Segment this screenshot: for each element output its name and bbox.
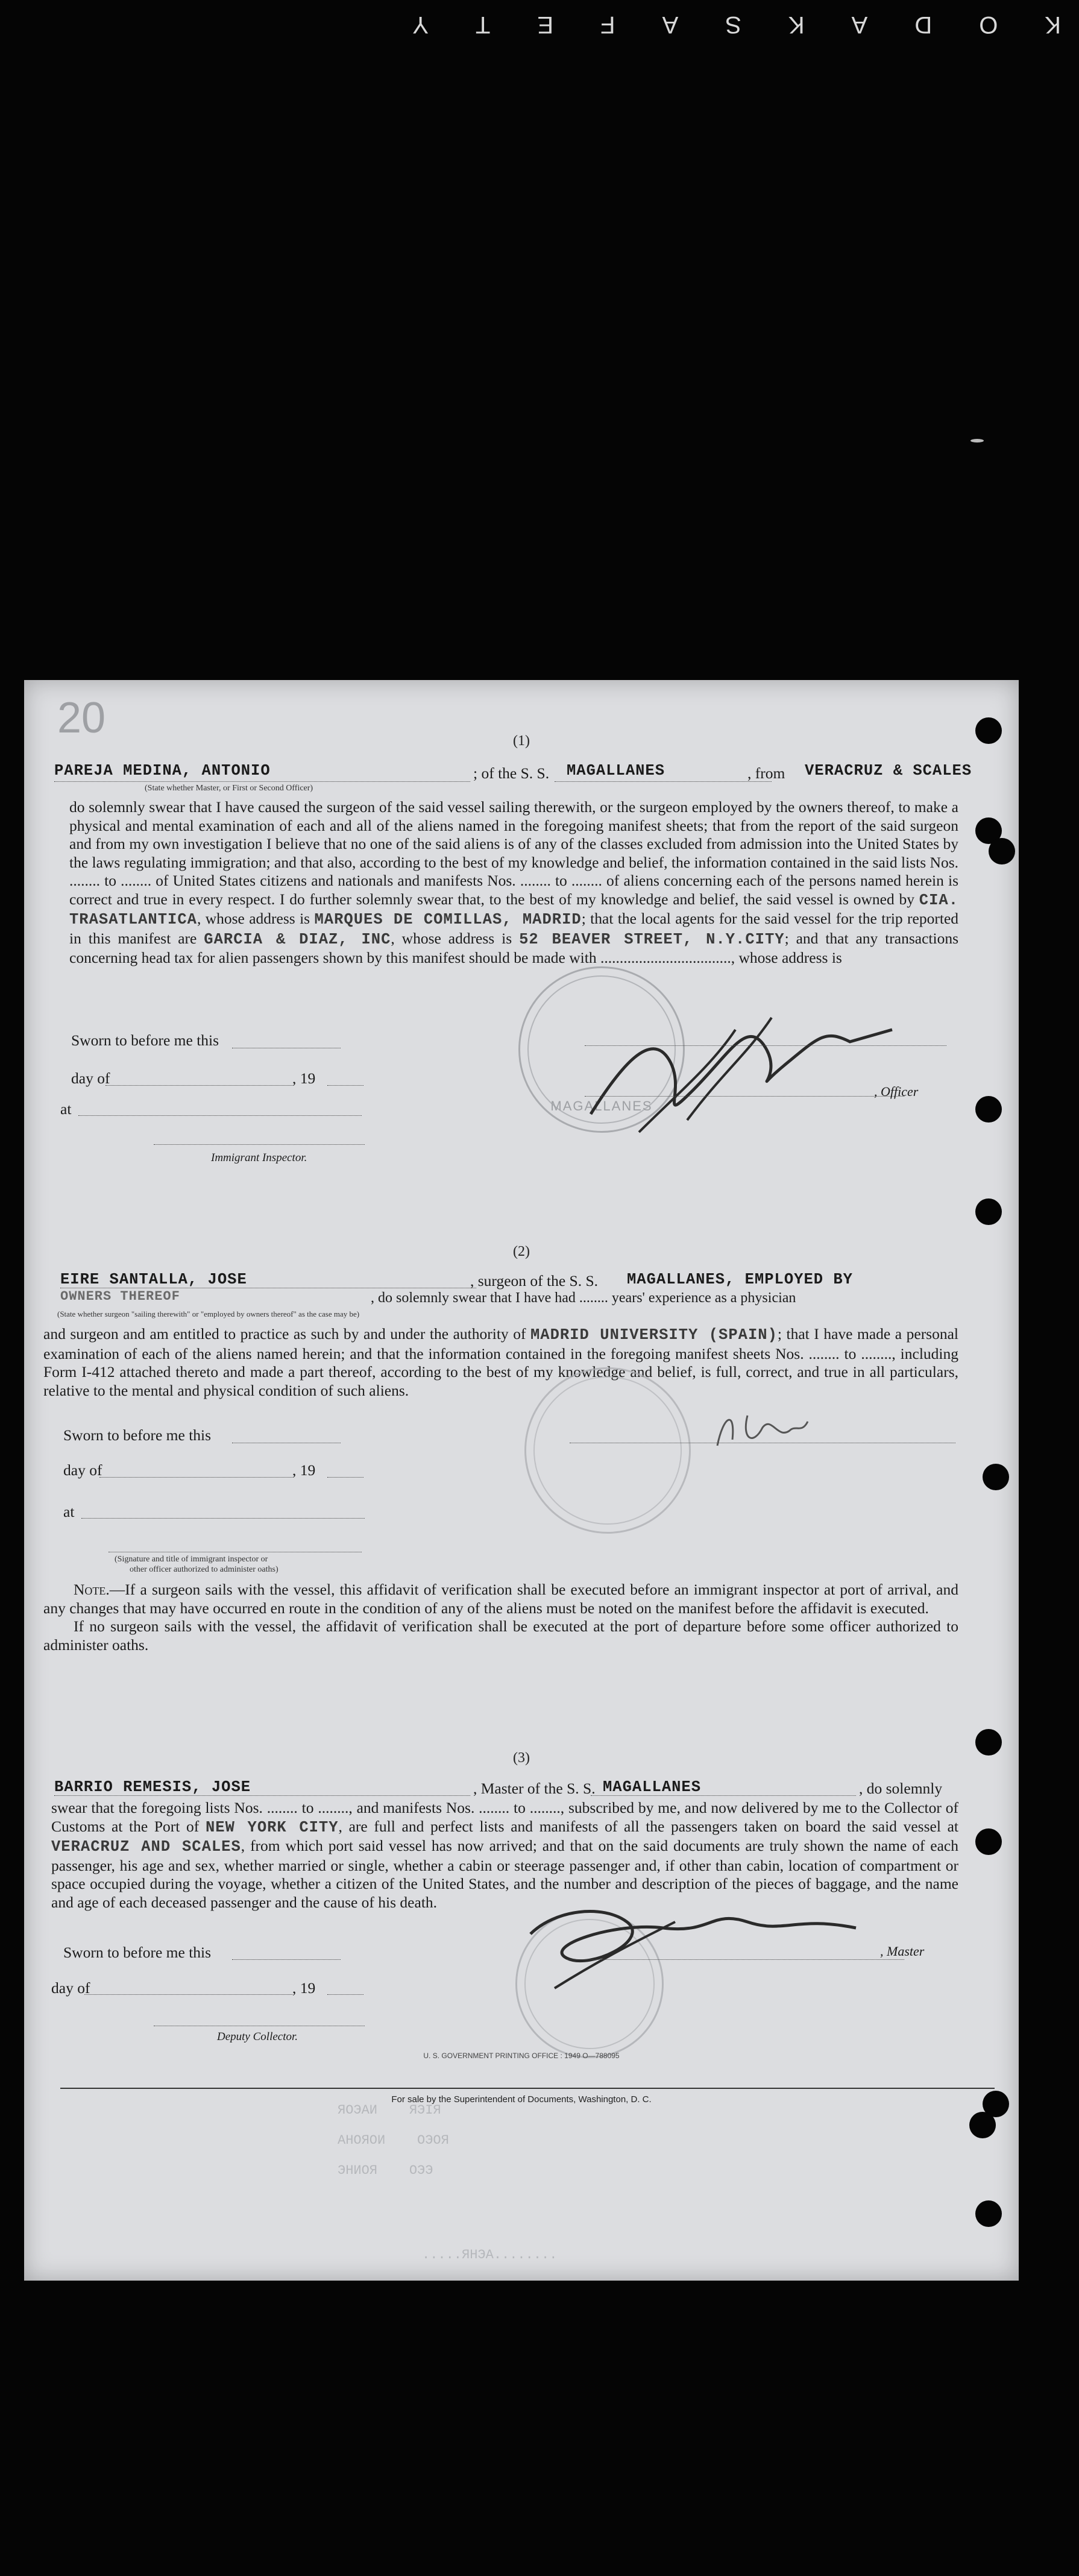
agents-text: ; that the local agents for the said vessel for the trip reported in this manifest are: [69, 910, 959, 947]
note-text-2: If no surgeon sails with the vessel, the affidavit of verification shall be executed at the port of departure before some officer authorized to administer oaths.: [43, 1617, 958, 1654]
deputy-collector-label: Deputy Collector.: [217, 2030, 298, 2043]
ship-name: MAGALLANES: [567, 762, 665, 779]
film-edge-letter: D: [913, 11, 933, 38]
section-3-text-3: , from which port said vessel has now arrived; and that on the said documents are truly shown the name of each passenger, his age and sex, whether married or single, whether a cabin or steerage passenger and, if other than cabin, location of compartment or space occupied during the voyage, whether a citizen of the United States, and the number and description of the pieces of baggage, and the name and age of each deceased passenger and the cause of his death.: [51, 1837, 959, 1911]
note-text-1: —If a surgeon sails with the vessel, this affidavit of verification shall be executed before an immigrant inspector at port of arrival, and any changes that may have occurred en route in the condition of any of the aliens must be noted on the manifest before the affidavit is executed.: [43, 1581, 958, 1617]
at-label-1: at: [60, 1100, 72, 1118]
footer-rule: [60, 2088, 995, 2089]
punch-hole: [975, 2200, 1002, 2227]
experience-text: , do solemnly swear that I have had ........ years' experience as a physician: [371, 1290, 796, 1306]
section-3-text-1: swear that the foregoing lists Nos. ........ to ........, and manifests Nos. ........ to ........, subscribed by me, and now delivered by me to the Collector of Customs at the Port of: [51, 1799, 958, 1835]
ship-seal-stamp-2: [524, 1367, 691, 1534]
punch-hole: [983, 1464, 1009, 1490]
section-1-number: (1): [513, 733, 530, 749]
officer-caption: (State whether Master, or First or Second Officer): [145, 784, 313, 793]
film-edge-marking: [0, 0, 1079, 78]
film-edge-letter: O: [978, 11, 998, 38]
medical-authority: MADRID UNIVERSITY (SPAIN): [530, 1326, 778, 1344]
day-label-2: day of: [63, 1461, 102, 1479]
sale-notice: For sale by the Superintendent of Documents, Washington, D. C.: [391, 2094, 652, 2105]
section-2-number: (2): [513, 1244, 530, 1259]
sworn-label-1: Sworn to before me this: [71, 1031, 219, 1049]
punch-hole: [975, 1828, 1002, 1855]
film-edge-letter: E: [536, 11, 554, 38]
section-2-body: [43, 1325, 958, 1400]
departure-port: VERACRUZ AND SCALES: [51, 1838, 241, 1856]
manifest-page: 20 (1) PAREJA MEDINA, ANTONIO ; of the S. S. MAGALLANES , from VERACRUZ & SCALES (State whether Master, or First or Second Officer) do solemnly swear that I have caused the surgeon of the said vessel sailing therewith, or the surgeon employed by the owners thereof, to make a physical and mental examination of each and all of the aliens named in the foregoing manifest sheets; that from the report of the said surgeon and from my own investigation I believe that no one of the said aliens is of any of the classes excluded from admission into the United States by the laws regulating immigration; and that also, according to the best of my knowledge and belief, the information contained in the said lists Nos. ........ to ........ of United States citizens and nationals and manifests Nos. ........ to ........ of aliens concerning each of the persons named herein is correct and true in every respect. I do further solemnly swear that, to the best of my knowledge and belief, the said vessel is owned by CIA. TRASATLANTICA, whose address is MARQUES DE COMILLAS, MADRID; that the local agents for the said vessel for the trip reported in this manifest are GARCIA & DIAZ, INC, whose address is 52 BEAVER STREET, N.Y.CITY; and that any transactions concerning head tax for alien passengers shown by this manifest should be made with .................................., whose address is MAGALLANES Sworn to before me this day of , 19 at Immigrant Inspector. , Officer (2) EIRE SANTALLA, JOSE , surgeon of the S. S. MAGALLANES, EMPLOYED BY OWNERS THEREOF , do solemnly swear that I have had ........ years' experience as a physician (State whether surgeon "sailing therewith" or "employed by owners thereof" as the case may be) and surgeon and am entitled to practice as such by and under the authority of MADRID UNIVERSITY (SPAIN); that I have made a personal examination of each of the aliens named herein; and that the information contained in the foregoing manifest sheets Nos. ........ to ........, including Form I-412 attached thereto and made a part thereof, according to the best of my knowledge and belief, is full, correct, and true in all particulars, relative to the mental and physical condition of such aliens. Sworn to before me this day of , 19 at (Signature and title of immigrant inspector or other officer authorized to administer oaths) Note.—If a surgeon sails with the vessel, this affidavit of verification shall be executed before an immigrant inspector at port of arrival, and any changes that may have occurred en route in the condition of any of the aliens must be noted on the manifest before the affidavit is executed. If no surgeon sails with the vessel, the affidavit of verification shall be executed at the port of departure before some officer authorized to administer oaths. (3) BARRIO REMESIS, JOSE , Master of the S. S. MAGALLANES , do solemnly swear that the foregoing lists Nos. ........ to ........, and manifests Nos. ........ to ........, subscribed by me, and now delivered by me to the Collector of Customs at the Port of NEW YORK CITY, are full and perfect lists and manifests of all the passengers taken on board the said vessel at VERACRUZ AND SCALES, from which port said vessel has now arrived; and that on the said documents are truly shown the name of each passenger, his age and sex, whether married or single, whether a cabin or steerage passenger and, if other than cabin, location of compartment or space occupied during the voyage, whether a citizen of the United States, and the number and description of the pieces of baggage, and the name and age of each deceased passenger and the cause of his death. Sworn to before me this , Master day of , 19 Deputy Collector. U. S. GOVERNMENT PRINTING OFFICE : 1949 O—788095 For sale by the Superintendent of Documents, Washington, D. C. ЯОЭАИ ЯЭIЯ АНОЯОИ OЭOЯ ЭНИОЯ ОЭЭ .....ЯНЭА........: [24, 680, 1019, 2281]
section-2-note: [43, 1581, 958, 1654]
film-edge-letter: A: [661, 11, 679, 38]
film-edge-letter: A: [850, 11, 868, 38]
note-label: Note.: [74, 1581, 110, 1598]
section-3-ship: MAGALLANES: [603, 1778, 702, 1796]
page-stamp-number: 20: [57, 694, 106, 742]
from-port: VERACRUZ & SCALES: [805, 762, 972, 779]
kodak-safety-text: [24, 11, 1061, 38]
seal-text: MAGALLANES: [550, 1098, 653, 1113]
employed-by-owners: OWNERS THEREOF: [60, 1289, 180, 1304]
vessel-owner: CIA. TRASATLANTICA: [69, 891, 959, 928]
owner-address: MARQUES DE COMILLAS, MADRID: [314, 911, 582, 928]
day-label-3: day of: [51, 1979, 90, 1997]
year-label-3: , 19: [292, 1979, 316, 1997]
agents-address-label: whose address is: [401, 929, 512, 947]
year-label-2: , 19: [292, 1461, 316, 1479]
section-3-number: (3): [513, 1750, 530, 1766]
head-tax-address-label: , whose address is: [731, 949, 842, 966]
from-label: , from: [747, 764, 785, 782]
of-the-ss-label: ; of the S. S.: [473, 764, 550, 782]
punch-hole: [989, 838, 1015, 864]
officer-name: PAREJA MEDINA, ANTONIO: [54, 762, 271, 779]
printing-office-line: U. S. GOVERNMENT PRINTING OFFICE : 1949 O—788095: [423, 2052, 620, 2060]
sworn-label-2: Sworn to before me this: [63, 1426, 212, 1444]
local-agents: GARCIA & DIAZ, INC: [204, 930, 391, 948]
officer-name-line: [54, 781, 470, 782]
signature-caption-1: (Signature and title of immigrant inspector or: [115, 1555, 268, 1564]
film-edge-letter: T: [474, 11, 491, 38]
surgeon-caption: (State whether surgeon "sailing therewith" or "employed by owners thereof" as the case may be): [57, 1309, 360, 1318]
section-2-oath-text: ; that I have made a personal examination of each of the aliens named herein; and that the information contained in the foregoing manifest sheets Nos. ........ to ........, including Form I-412 attached thereto and made a part thereof, according to the best of my knowledge and belief, is full, correct, and true in all particulars, relative to the mental and physical condition of such aliens.: [43, 1325, 959, 1399]
surgeon-ship: MAGALLANES, EMPLOYED BY: [627, 1271, 853, 1288]
surgeon-name: EIRE SANTALLA, JOSE: [60, 1271, 247, 1288]
sworn-label-3: Sworn to before me this: [63, 1944, 212, 1961]
master-name: BARRIO REMESIS, JOSE: [54, 1778, 251, 1796]
section-1-oath-text: do solemnly swear that I have caused the surgeon of the said vessel sailing therewith, or the surgeon employed by the owners thereof, to make a physical and mental examination of each and all of the aliens named in the foregoing manifest sheets; that from the report of the said surgeon and from my own investigation I believe that no one of the said aliens is of any of the classes excluded from admission into the United States by the laws regulating immigration; and that also, according to the best of my knowledge and belief, the information contained in the said lists Nos. ........ to ........ of United States citizens and nationals and manifests Nos. ........ to ........ of aliens concerning each of the persons named herein is correct and true in every respect. I do further solemnly swear that, to the best of my knowledge and belief, the said vessel is owned by: [69, 798, 958, 908]
punch-hole: [969, 2112, 996, 2138]
master-title: , Master: [880, 1944, 925, 1959]
day-label-1: day of: [71, 1069, 110, 1087]
do-solemnly-label: , do solemnly: [859, 1780, 943, 1797]
signature-caption-2: other officer authorized to administer oaths): [130, 1565, 278, 1574]
section-1-body: do solemnly swear that I have caused the surgeon of the said vessel sailing therewith, or the surgeon employed by the owners thereof, to make a physical and mental examination of each and all of the aliens named in the foregoing manifest sheets; that from the report of the said surgeon and from my own investigation I believe that no one of the said aliens is of any of the classes excluded from admission into the United States by the laws regulating immigration; and that also, according to the best of my knowledge and belief, the information contained in the said lists Nos. ........ to ........ of United States citizens and nationals and manifests Nos. ........ to ........ of aliens concerning each of the persons named herein is correct and true in every respect. I do further solemnly swear that, to the best of my knowledge and belief, the said vessel is owned by CIA. TRASATLANTICA, whose address is MARQUES DE COMILLAS, MADRID; that the local agents for the said vessel for the trip reported in this manifest are GARCIA & DIAZ, INC, whose address is 52 BEAVER STREET, N.Y.CITY; and that any transactions concerning head tax for alien passengers shown by this manifest should be made with .................................., whose address is: [69, 798, 959, 966]
master-of-label: , Master of the S. S.: [473, 1780, 596, 1797]
film-edge-letter: F: [599, 11, 615, 38]
section-3-text-2: , are full and perfect lists and manifests of all the passengers taken on board the said vessel at: [338, 1817, 959, 1835]
film-edge-letter: K: [1043, 11, 1061, 38]
master-signature: [518, 1886, 880, 2006]
film-edge-letter: Y: [411, 11, 429, 38]
officer-signature: [567, 994, 904, 1138]
officer-title: , Officer: [874, 1084, 919, 1099]
at-label-2: at: [63, 1503, 75, 1520]
agents-address: 52 BEAVER STREET, N.Y.CITY: [519, 930, 785, 948]
year-label-1: , 19: [292, 1069, 316, 1087]
surgeon-of-label: , surgeon of the S. S.: [470, 1272, 599, 1290]
film-speck: [970, 439, 984, 442]
arrival-port: NEW YORK CITY: [206, 1818, 339, 1836]
ship-name-line: [555, 781, 772, 782]
surgeon-signature: [705, 1403, 814, 1458]
authority-label: and surgeon and am entitled to practice as such by and under the authority of: [43, 1325, 526, 1343]
film-edge-letter: S: [724, 11, 741, 38]
owner-address-label: , whose address is: [197, 910, 310, 927]
film-edge-letter: K: [787, 11, 805, 38]
head-tax-text: ; and that any transactions concerning head tax for alien passengers shown by this manifest should be made with: [69, 929, 959, 966]
punch-hole: [975, 1096, 1002, 1123]
immigrant-inspector-label: Immigrant Inspector.: [211, 1151, 307, 1164]
punch-hole: [975, 1198, 1002, 1225]
